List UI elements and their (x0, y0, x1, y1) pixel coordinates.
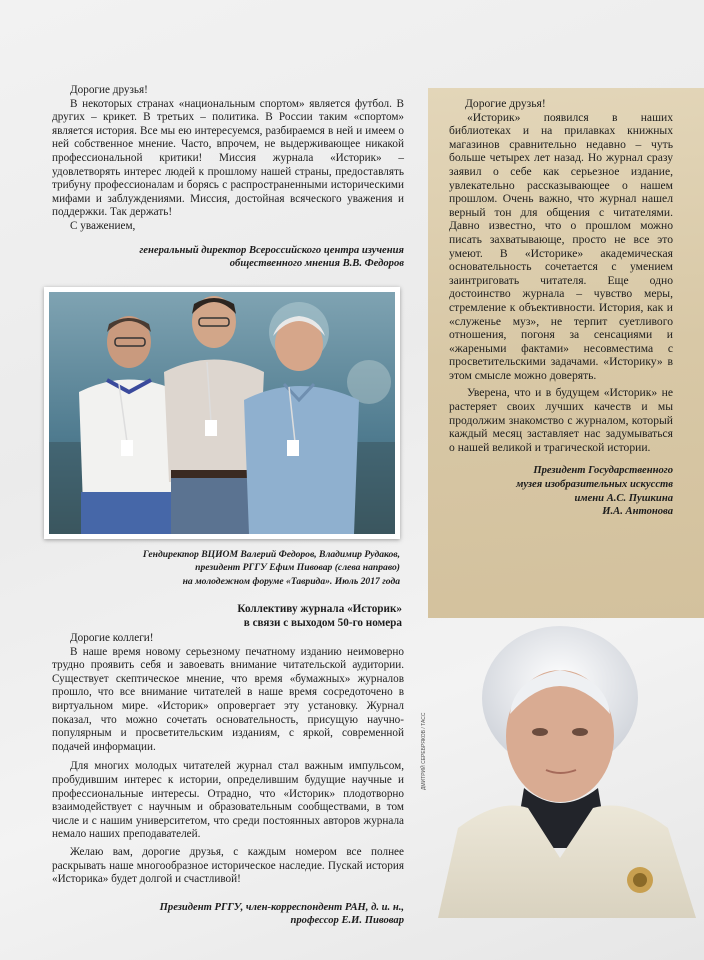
letter-closing: С уважением, (70, 219, 136, 232)
letter-greeting: Дорогие друзья! (465, 97, 546, 110)
letter-paragraph: Для многих молодых читателей журнал стал важным импульсом, пробудившим интерес к истории, определившим будущие научные и профессиональные интересы. Отрадно, что «Историк» плодотворно взаимодействует с научным и образовательным сообществами, в том числе и с нашим университетом, что среди постоянных авторов журнала немало наших преподавателей. (52, 760, 404, 841)
letter-greeting: Дорогие коллеги! (70, 632, 154, 644)
group-photo-image (49, 292, 395, 534)
letter-antonova (449, 97, 673, 519)
signature-line: И.А. Антонова (602, 506, 673, 518)
letter-greeting: Дорогие друзья! (70, 84, 148, 96)
letter-body: В некоторых странах «национальным спортом» является футбол. В других – крикет. В третьих – политика. В России таким «спортом» является история. Все мы ею интересуемся, разбираемся в ней и имеем о ней собственное мнение. Часто, впрочем, не выдерживающее никакой профессиональной критики! Миссия журнала «Историк» – удовлетворять интерес людей к прошлому нашей страны, предоставлять трибуну профессионалам и борясь с распространенными историческими мифами и заблуждениями. Миссия, достойная всяческого уважения и поддержки. Так держать! (52, 97, 404, 219)
signature-line: общественного мнения В.В. Федоров (229, 258, 404, 270)
heading-line: в связи с выходом 50-го номера (243, 616, 402, 629)
caption-line: президент РГГУ Ефим Пивовар (слева направо) (195, 562, 400, 574)
signature-line: Президент Государственного (533, 465, 673, 477)
signature-line: Президент РГГУ, член-корреспондент РАН, д. и. н., (159, 901, 404, 913)
portrait-photo (428, 618, 704, 918)
letter-paragraph: В наше время новому серьезному печатному изданию неимоверно трудно проявить себя и завоевать внимание читательской аудитории. Существует скептическое мнение, что время «бумажных» журналов прошло, что все внимание читателей в наше время сосредоточено в виртуальном мире. «Историк» опровергает эту установку. Журнал показал, что можно сочетать основательность, присущую научно-популярным и просветительским изданиям, с яркой, современной подачей информации. (52, 645, 404, 753)
signature-line: профессор Е.И. Пивовар (290, 915, 404, 927)
letter-heading (52, 603, 402, 630)
caption-line: на молодежном форуме «Таврида». Июль 2017 года (182, 575, 400, 587)
signature-line: генеральный директор Всероссийского центра изучения (139, 244, 404, 256)
signature-line: имени А.С. Пушкина (574, 492, 673, 504)
letter-paragraph: «Историк» появился в наших библиотеках и на прилавках книжных магазинов сравнительно недавно – чуть больше четырех лет назад. Но журнал сразу заявил о себе как серьезное издание, увлекательно рассказывающее о нашем прошлом. Очень важно, что журнал нашел верный тон для общения с читателями. Давно известно, что о прошлом можно писать захватывающе, просто не все это умеют. В «Историке» академическая основательность сочетается с умением заинтриговать читателя. Еще одно достоинство журнала – чувство меры, стремление к объективности. История, как и «служенье муз», не терпит суетливого отношения, погоня за сенсациями и «жареными фактами» несовместима с просветительскими задачами. «Историку» в этом смысле можно доверять. (449, 110, 673, 382)
signature-line: музея изобразительных искусств (516, 479, 673, 491)
letter-paragraph: Уверена, что и в будущем «Историк» не растеряет своих лучших качеств и мы продолжим знакомство с журналом, который каждый месяц заставляет нас задумываться о нашей великой и трагической истории. (449, 386, 673, 454)
group-photo (44, 287, 400, 539)
heading-line: Коллективу журнала «Историк» (237, 603, 402, 615)
photo-credit: ДМИТРИЙ СЕРЕБРЯКОВ / ТАСС (421, 712, 427, 790)
caption-line: Гендиректор ВЦИОМ Валерий Федоров, Владимир Рудаков, (142, 549, 400, 560)
letter-paragraph: Желаю вам, дорогие друзья, с каждым номером все полнее раскрывать наше многообразное историческое наследие. Пускай история «Историка» будет долгой и счастливой! (52, 845, 404, 886)
letter-pivovar (52, 632, 404, 928)
photo-caption (52, 548, 400, 588)
letter-fedorov (52, 84, 404, 271)
